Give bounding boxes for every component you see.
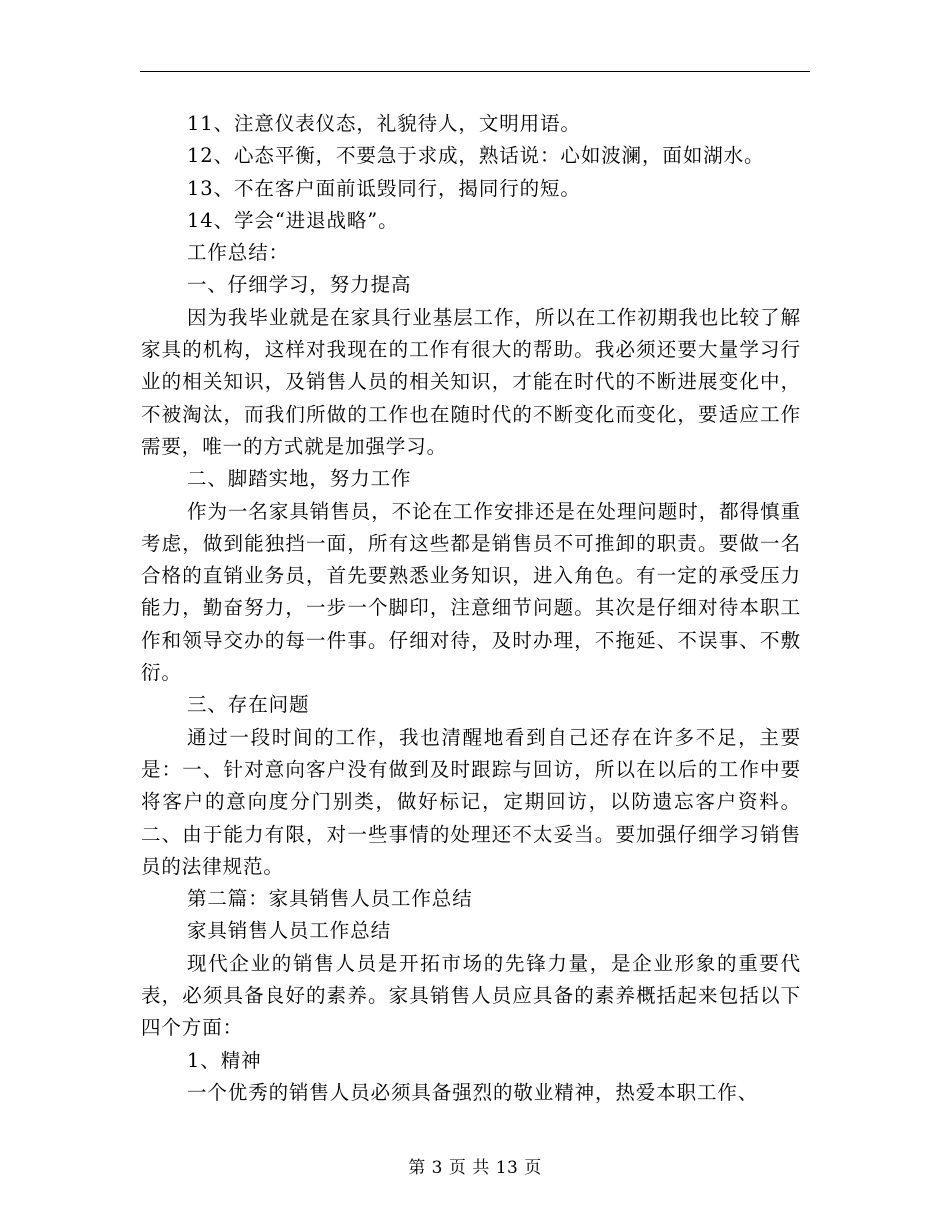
paragraph: 一个优秀的销售人员必须具备强烈的敬业精神，热爱本职工作、 [187, 1080, 759, 1104]
section-heading: 二、脚踏实地，努力工作 [187, 467, 412, 491]
section-heading: 1、精神 [187, 1048, 262, 1072]
section-heading: 三、存在问题 [187, 693, 310, 717]
document-body [141, 108, 801, 1109]
paragraph: 11、注意仪表仪态，礼貌待人，文明用语。 [187, 112, 581, 135]
paragraph: 通过一段时间的工作，我也清醒地看到自己还存在许多不足，主要是：一、针对意向客户没有做到及时跟踪与回访，所以在以后的工作中要将客户的意向度分门别类，做好标记，定期回访，以防遗忘客户资料。二、由于能力有限，对一些事情的处理还不太妥当。要加强仔细学习销售员的法律规范。 [141, 725, 801, 878]
page-number-footer: 第 3 页 共 13 页 [408, 1158, 542, 1178]
paragraph: 12、心态平衡，不要急于求成，熟话说：心如波澜，面如湖水。 [187, 144, 765, 168]
chapter-heading: 第二篇：家具销售人员工作总结 [187, 887, 473, 911]
paragraph: 现代企业的销售人员是开拓市场的先锋力量，是企业形象的重要代表，必须具备良好的素养。家具销售人员应具备的素养概括起来包括以下四个方面： [141, 951, 801, 1040]
paragraph: 因为我毕业就是在家具行业基层工作，所以在工作初期我也比较了解家具的机构，这样对我现在的工作有很大的帮助。我必须还要大量学习行业的相关知识，及销售人员的相关知识，才能在时代的不断进展变化中，不被淘汰，而我们所做的工作也在随时代的不断变化而变化，要适应工作需要，唯一的方式就是加强学习。 [141, 305, 801, 458]
paragraph: 作为一名家具销售员，不论在工作安排还是在处理问题时，都得慎重考虑，做到能独挡一面，所有这些都是销售员不可推卸的职责。要做一名合格的直销业务员，首先要熟悉业务知识，进入角色。有一定的承受压力能力，勤奋努力，一步一个脚印，注意细节问题。其次是仔细对待本职工作和领导交办的每一件事。仔细对待，及时办理，不拖延、不误事、不敷衍。 [141, 499, 801, 685]
section-heading: 一、仔细学习，努力提高 [187, 273, 412, 297]
chapter-title: 家具销售人员工作总结 [187, 919, 392, 943]
section-heading: 工作总结： [187, 241, 290, 265]
paragraph: 13、不在客户面前诋毁同行，揭同行的短。 [187, 176, 581, 200]
paragraph: 14、学会“进退战略”。 [187, 208, 399, 232]
header-rule [140, 71, 810, 72]
